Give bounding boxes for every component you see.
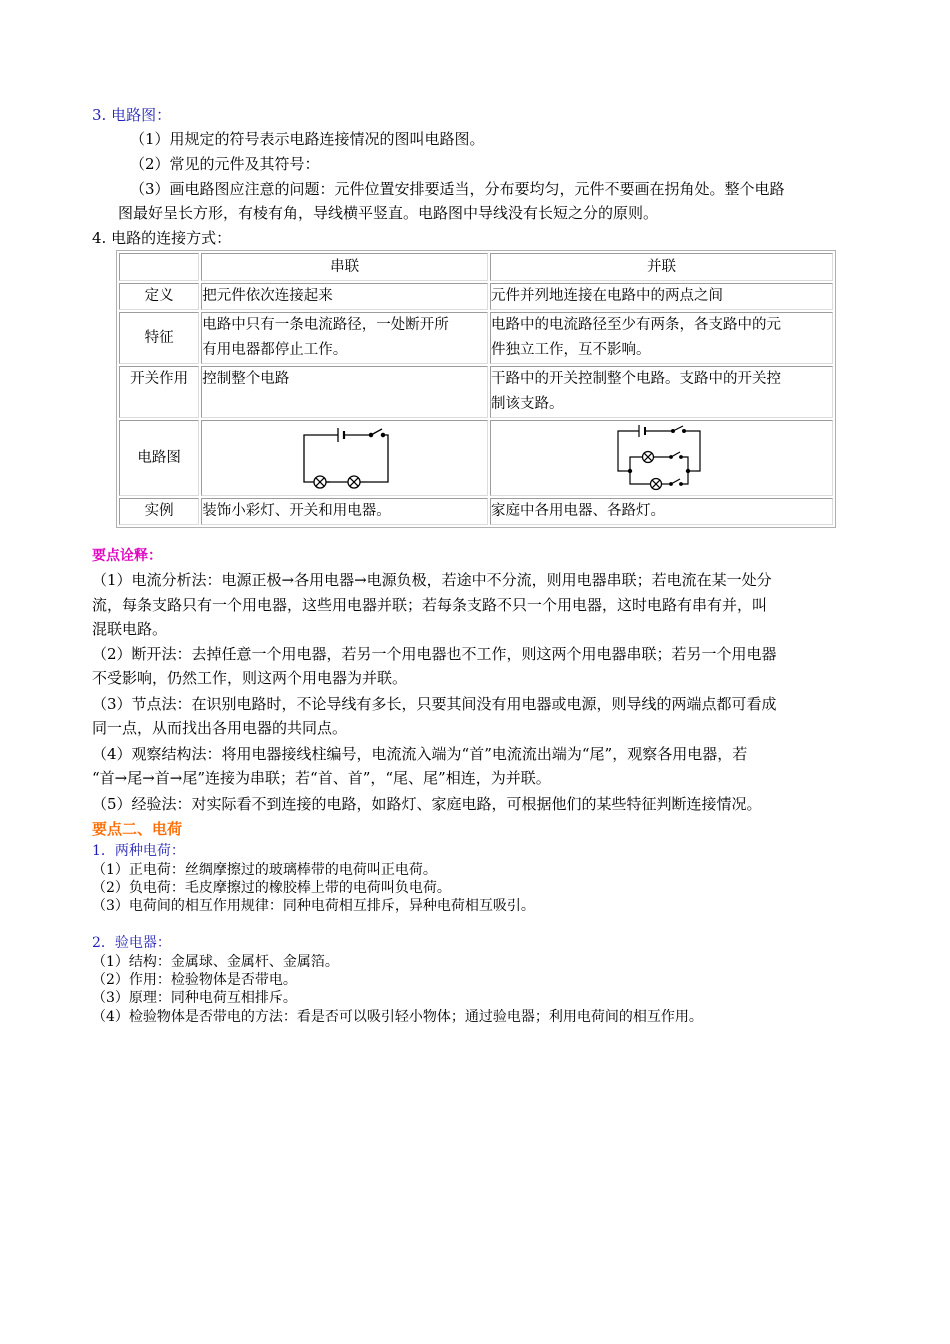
table-row (119, 312, 833, 364)
electroscope-item: （2）作用：检验物体是否带电。 (92, 972, 297, 988)
electroscope-title: 2．验电器： (92, 935, 171, 951)
section-3-item-3: （3）画电路图应注意的问题：元件位置安排要适当，分布要均匀，元件不要画在拐角处。整个电路 (130, 180, 785, 198)
notes-title: 要点诠释： (92, 548, 162, 564)
section-4-title: 4. 电路的连接方式： (92, 229, 232, 247)
table-row (119, 366, 833, 418)
charge-item: （3）电荷间的相互作用规律：同种电荷相互排斥，异种电荷相互吸引。 (92, 898, 535, 914)
notes-line: （2）断开法：去掉任意一个用电器，若另一个用电器也不工作，则这两个用电器串联；若另一个用电器 (92, 645, 777, 663)
connection-comparison-table (116, 250, 836, 528)
section-3-item-1: （1）用规定的符号表示电路连接情况的图叫电路图。 (130, 130, 485, 148)
notes-line: 不受影响，仍然工作，则这两个用电器为并联。 (92, 669, 408, 687)
series-circuit-diagram (290, 425, 400, 491)
electroscope-item: （4）检验物体是否带电的方法：看是否可以吸引轻小物体；通过验电器；利用电荷间的相互作用。 (92, 1009, 703, 1025)
electroscope-item: （3）原理：同种电荷互相排斥。 (92, 990, 297, 1006)
charge-item: （1）正电荷：丝绸摩擦过的玻璃棒带的电荷叫正电荷。 (92, 862, 437, 878)
row-label-diagram: 电路图 (119, 420, 199, 496)
table-row (119, 283, 833, 310)
notes-line: 流，每条支路只有一个用电器，这些用电器并联；若每条支路不只一个用电器，这时电路有串有并，叫 (92, 596, 768, 614)
row-label-example: 实例 (119, 498, 199, 525)
charge-item: （2）负电荷：毛皮摩擦过的橡胶棒上带的电荷叫负电荷。 (92, 880, 451, 896)
series-diagram-cell (201, 420, 488, 496)
notes-line: “首→尾→首→尾”连接为串联；若“首、首”，“尾、尾”相连，为并联。 (92, 769, 551, 787)
table-header-empty (119, 253, 199, 281)
point-2-title: 要点二、电荷 (92, 820, 183, 838)
parallel-circuit-diagram (612, 423, 712, 493)
notes-line: 混联电路。 (92, 620, 168, 638)
table-header-parallel: 并联 (490, 253, 833, 281)
electroscope-item: （1）结构：金属球、金属杆、金属箔。 (92, 954, 339, 970)
section-3-title: 3. 电路图： (92, 106, 172, 124)
table-header-series: 串联 (201, 253, 488, 281)
table-row (119, 498, 833, 525)
parallel-diagram-cell (490, 420, 833, 496)
row-label-definition: 定义 (119, 283, 199, 310)
parallel-example: 家庭中各用电器、各路灯。 (490, 498, 833, 525)
series-switch: 控制整个电路 (201, 366, 488, 418)
notes-line: （4）观察结构法：将用电器接线柱编号，电流流入端为“首”电流流出端为“尾”，观察各用电器，若 (92, 745, 748, 763)
parallel-switch: 干路中的开关控制整个电路。支路中的开关控 制该支路。 (490, 366, 833, 418)
table-row (119, 420, 833, 496)
table-header-row (119, 253, 833, 281)
notes-line: 同一点，从而找出各用电器的共同点。 (92, 719, 348, 737)
series-feature: 电路中只有一条电流路径，一处断开所 有用电器都停止工作。 (201, 312, 488, 364)
section-3-item-2: （2）常见的元件及其符号： (130, 155, 320, 173)
notes-line: （3）节点法：在识别电路时，不论导线有多长，只要其间没有用电器或电源，则导线的两端点都可看成 (92, 695, 777, 713)
series-example: 装饰小彩灯、开关和用电器。 (201, 498, 488, 525)
section-3-item-3-cont: 图最好呈长方形，有棱有角，导线横平竖直。电路图中导线没有长短之分的原则。 (118, 204, 659, 222)
notes-line: （1）电流分析法：电源正极→各用电器→电源负极，若途中不分流，则用电器串联；若电流在某一处分 (92, 571, 772, 589)
two-charges-title: 1．两种电荷： (92, 843, 185, 859)
row-label-switch: 开关作用 (119, 366, 199, 418)
notes-line: （5）经验法：对实际看不到连接的电路，如路灯、家庭电路，可根据他们的某些特征判断连接情况。 (92, 795, 762, 813)
series-definition: 把元件依次连接起来 (201, 283, 488, 310)
row-label-feature: 特征 (119, 312, 199, 364)
parallel-definition: 元件并列地连接在电路中的两点之间 (490, 283, 833, 310)
parallel-feature: 电路中的电流路径至少有两条，各支路中的元 件独立工作，互不影响。 (490, 312, 833, 364)
